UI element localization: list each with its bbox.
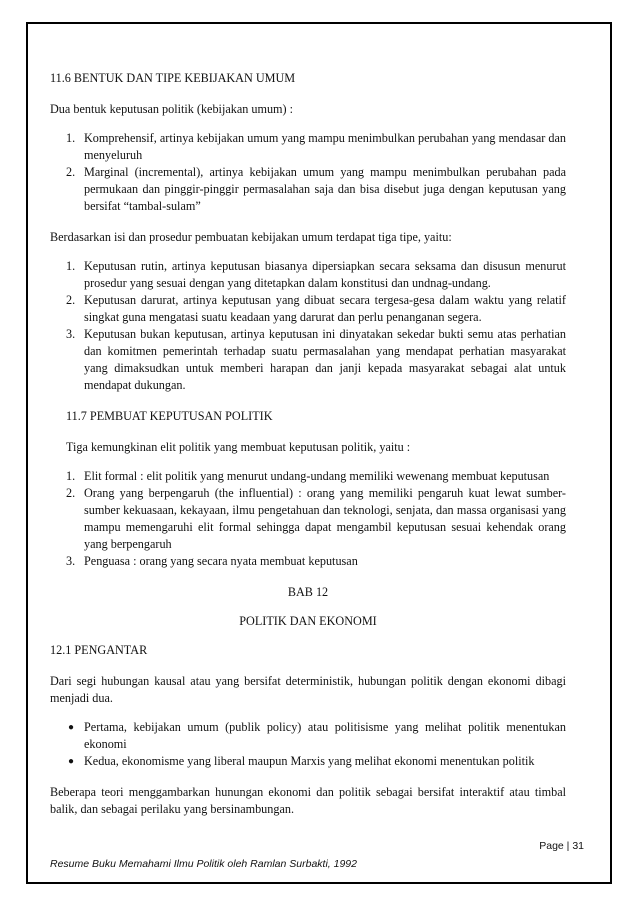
list-item: 3. Penguasa : orang yang secara nyata membuat keputusan	[66, 554, 358, 568]
bullet-icon: ●	[68, 722, 75, 733]
section-11-7-intro: Tiga kemungkinan elit politik yang membuat keputusan politik, yaitu :	[66, 440, 411, 454]
section-12-1-heading: 12.1 PENGANTAR	[50, 643, 148, 657]
section-12-1-intro: Dari segi hubungan kausal atau yang bersifat deterministik, hubungan politik dengan ekonomi dibagi menjadi dua.	[50, 674, 566, 705]
section-12-1-closing: Beberapa teori menggambarkan hunungan ekonomi dan politik sebagai bersifat interaktif atau timbal balik, dan sebagai perilaku yang bersinambungan.	[50, 785, 566, 816]
document-body	[50, 70, 566, 830]
bullet-icon: ●	[68, 756, 75, 767]
list-item: ● Kedua, ekonomisme yang liberal maupun Marxis yang melihat ekonomi menentukan politik	[68, 754, 535, 768]
section-11-6-heading: 11.6 BENTUK DAN TIPE KEBIJAKAN UMUM	[50, 71, 296, 85]
list-item: 2. Marginal (incremental), artinya kebijakan umum yang mampu menimbulkan perubahan pada permukaan dan pinggir-pinggir permasalahan saja dan bisa disebut juga dengan keputusan yang bersifat “tambal-sulam”	[66, 165, 566, 213]
list-item: 1. Komprehensif, artinya kebijakan umum yang mampu menimbulkan perubahan yang mendasar dan menyeluruh	[66, 131, 566, 162]
list-item: 2. Orang yang berpengaruh (the influential) : orang yang memiliki pengaruh kuat lewat sumber-sumber kekuasaan, kekayaan, ilmu pengetahuan dan teknologi, senjata, dan massa organisasi yang mampu memengaruhi elit formal sehingga dapat mengambil keputusan sesuai kehendak orang yang berpengaruh	[66, 486, 566, 551]
footer-citation: Resume Buku Memahami Ilmu Politik oleh Ramlan Surbakti, 1992	[50, 858, 357, 870]
list-item: 1. Keputusan rutin, artinya keputusan biasanya dipersiapkan secara seksama dan disusun menurut prosedur yang sesuai dengan yang ditetapkan dalam konstitusi dan undnag-undang.	[66, 259, 566, 290]
list-item: 3. Keputusan bukan keputusan, artinya keputusan ini dinyatakan sekedar bukti semu atas perhatian dan komitmen pemerintah terhadap suatu permasalahan yang mendapat perhatian masyarakat yang dimaksudkan untuk memberi harapan dan janji kepada masyarakat sebagai alat untuk mendapat dukungan.	[66, 327, 566, 392]
list-item: 2. Keputusan darurat, artinya keputusan yang dibuat secara tergesa-gesa dalam waktu yang relatif singkat guna mengatasi suatu keadaan yang darurat dan perlu penanganan segera.	[66, 293, 566, 324]
chapter-title: POLITIK DAN EKONOMI	[239, 614, 377, 628]
decision-makers-list	[50, 468, 566, 570]
chapter-number: BAB 12	[287, 585, 329, 599]
section-11-7-heading: 11.7 PEMBUAT KEPUTUSAN POLITIK	[66, 409, 273, 423]
decision-forms-list	[50, 130, 566, 215]
section-11-6-intro: Dua bentuk keputusan politik (kebijakan umum) :	[50, 102, 294, 116]
policy-types-list	[50, 258, 566, 394]
causal-relations-list	[50, 719, 566, 770]
section-11-6-intro2: Berdasarkan isi dan prosedur pembuatan kebijakan umum terdapat tiga tipe, yaitu:	[50, 230, 452, 244]
list-item: ● Pertama, kebijakan umum (publik policy) atau politisisme yang melihat politik menentukan ekonomi	[68, 720, 566, 751]
page-number: Page | 31	[539, 840, 584, 852]
list-item: 1. Elit formal : elit politik yang menurut undang-undang memiliki wewenang membuat keputusan	[66, 469, 550, 483]
